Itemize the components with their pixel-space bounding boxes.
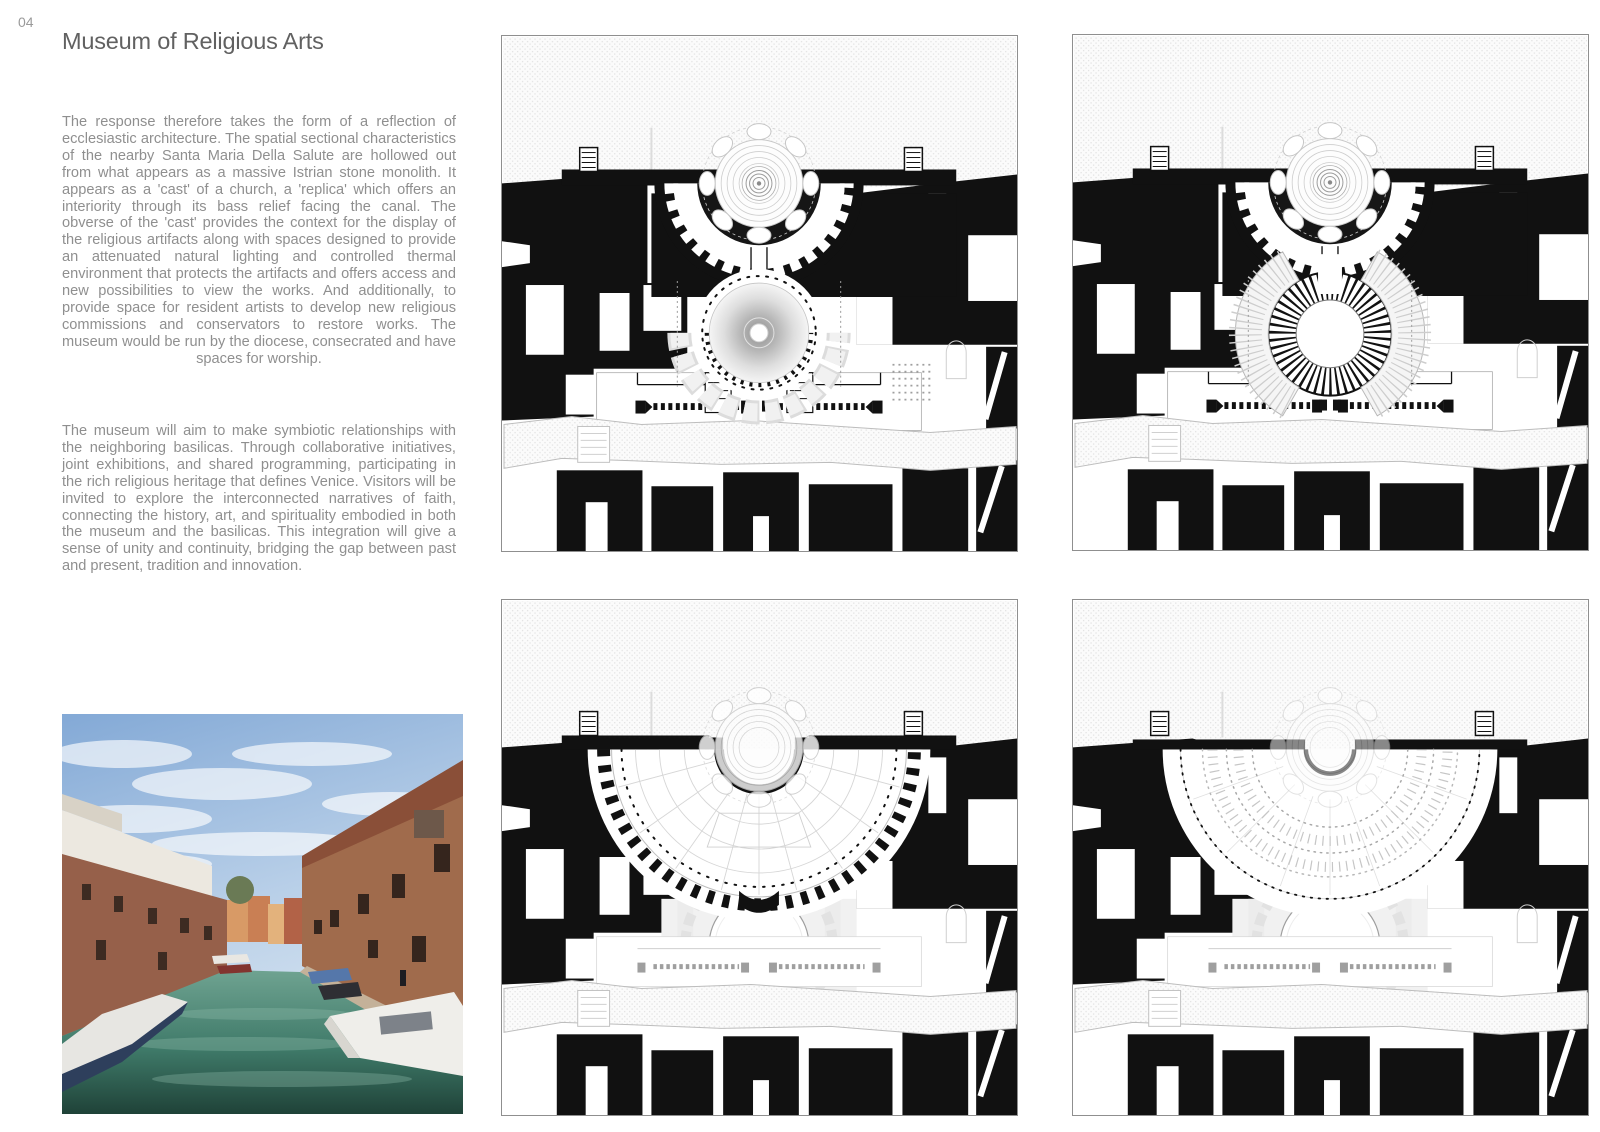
venice-canal-photo xyxy=(62,714,463,1114)
venice-canal-photo-graphic xyxy=(62,714,463,1114)
site-plan-level-3 xyxy=(501,599,1018,1116)
site-plan-level-4 xyxy=(1072,599,1589,1116)
site-plan-level-2 xyxy=(1072,34,1589,551)
site-plan-level-1 xyxy=(501,35,1018,552)
page-number: 04 xyxy=(18,14,34,30)
context-paragraph: The museum will aim to make symbiotic relationships with the neighboring basilicas. Through collaborative initiatives, joint exhibitions, and shared programming, participating in the rich religious heritage that defines Venice. Visitors will be invited to explore the interconnected narratives of faith, connecting the history, art, and spirituality embodied in both the museum and the basilicas. This integration will give a sense of unity and continuity, bridging the gap between past and present, tradition and innovation. xyxy=(62,423,456,575)
page-title: Museum of Religious Arts xyxy=(62,28,324,54)
intro-paragraph: The response therefore takes the form of a reflection of ecclesiastic architecture. The spatial sectional characteristics of the nearby Santa Maria Della Salute are hollowed out from what appears as a massive Istrian stone monolith. It appears as a 'cast' of a church, a 'replica' which offers an interiority through its bass relief facing the canal. The obverse of the 'cast' provides the context for the display of the religious artifacts along with spaces designed to provide an attenuated natural lighting and controlled thermal environment that protects the artifacts and offers access and new possibilities to view the works. And additionally, to provide space for resident artists to develop new religious commissions and conservators to restore works. The museum would be run by the diocese, consecrated and have spaces for worship. xyxy=(62,114,456,367)
